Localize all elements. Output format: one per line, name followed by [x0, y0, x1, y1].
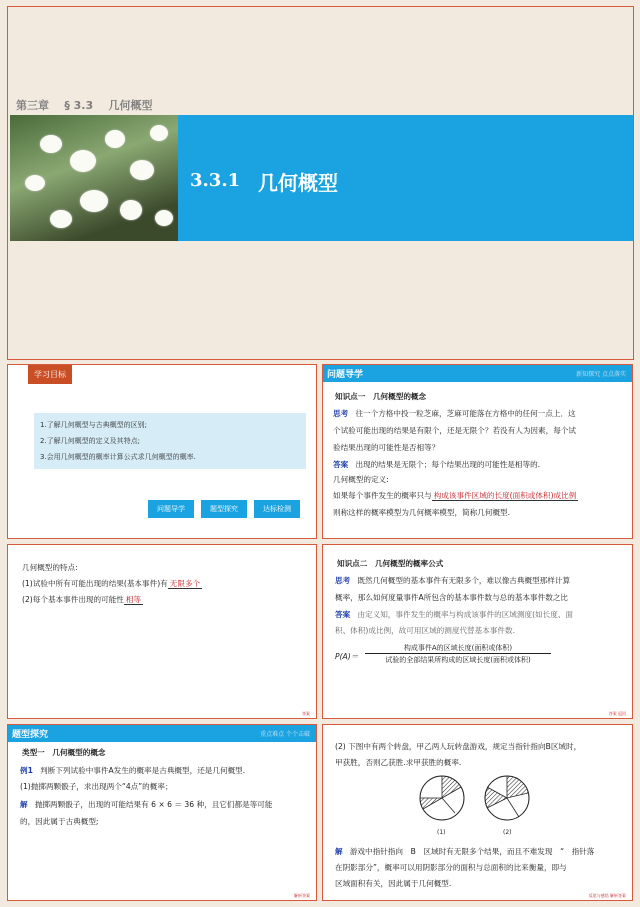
- goal-item: 3.会用几何概型的概率计算公式求几何概型的概率.: [40, 453, 196, 461]
- goals-tag: 学习目标: [28, 365, 72, 384]
- blank-answer: 相等: [125, 595, 142, 604]
- formula-denominator: 试验的全部结果所构成的区域长度(面积或体积): [385, 656, 531, 664]
- spinner-1-icon: [420, 776, 464, 820]
- nav-button-explore[interactable]: 题型探究: [201, 500, 247, 518]
- knowledge-point-title: 知识点一 几何概型的概念: [335, 392, 427, 401]
- chapter-breadcrumb: 第三章 § 3.3 几何概型: [16, 99, 153, 112]
- slide-concept: 问题导学 新知探究 点点落实 知识点一 几何概型的概念 思考 往一个方格中投一粒芝麻，芝麻可能落在方格中的任何一点上．这 个试验可能出现的结果是有限个，还是无限个？若没有人为因素，每个试 验结果出现的可能性是否相等？ 答案 出现的结果是无限个；每个结果出现的可能性是相等的. 几何概型的定义: 如果每个事件发生的概率只与 构成该事件区域的长度(面积或体积)成比例 则称这样的概率模型为几何概率模型，简称几何概型.: [322, 364, 633, 539]
- knowledge-point-title: 知识点二 几何概型的概率公式: [337, 559, 444, 568]
- spinner-2-icon: [484, 776, 529, 820]
- slide-features: 几何概型的特点: (1)试验中所有可能出现的结果(基本事件)有 无限多个 (2)每个基本事件出现的可能性 相等 答案: [7, 544, 317, 719]
- formula-numerator: 构成事件A的区域长度(面积或体积): [403, 644, 513, 652]
- spinner-figures: [415, 773, 535, 835]
- fraction-line: [365, 653, 551, 654]
- figure-label: (2): [503, 829, 512, 836]
- answer-link[interactable]: 答案: [302, 711, 310, 716]
- analysis-answer-link[interactable]: 解析答案: [294, 893, 310, 898]
- slide-example-spinner: (2) 下图中有两个转盘，甲乙两人玩转盘游戏，规定当指针指向B区域时， 甲获胜，否则乙获胜.求甲获胜的概率. (1) (2) 解 游戏中指针指向 B 区域时有无限多个结果，而且不难发现 “ 指针落 在阴影部分”，概率可以用阴影部分的面积与总面积的比来衡量，即与 区域面积有关，因此属于几何概型. 反思与感悟 解析答案: [322, 724, 633, 901]
- slide-formula: 知识点二 几何概型的概率公式 思考 既然几何概型的基本事件有无限多个，难以像古典概型那样计算 概率，那么如何度量事件A所包含的基本事件数与总的基本事件数之比 答案 由定义知，事件发生的概率与构成该事件的区域测度(如长度、面 积、体积)成比例，故可用区域的测度代替基本事件数. P(A)＝ 构成事件A的区域长度(面积或体积) 试验的全部结果所构成的区域长度(面积或体积) 答案 返回: [322, 544, 633, 719]
- blank-answer: 构成该事件区域的长度(面积或体积)成比例: [433, 491, 577, 500]
- goal-item: 1.了解几何概型与古典概型的区别;: [40, 421, 148, 429]
- blank-answer: 无限多个: [169, 579, 201, 588]
- slide-header: 题型探究 重点难点 个个击破: [8, 725, 316, 742]
- type-title: 类型一 几何概型的概念: [22, 748, 106, 757]
- goals-box: [34, 413, 306, 469]
- figure-label: (1): [437, 829, 446, 836]
- slide-title: [7, 6, 634, 360]
- goal-item: 2.了解几何概型的定义及其特点;: [40, 437, 141, 445]
- title-banner: [178, 115, 633, 241]
- nav-button-check[interactable]: 达标检测: [254, 500, 300, 518]
- slide-header: 问题导学 新知探究 点点落实: [323, 365, 632, 382]
- slide-learning-goals: [7, 364, 317, 539]
- slide-example: 题型探究 重点难点 个个击破 类型一 几何概型的概念 例1 判断下列试验中事件A发生的概率是古典概型，还是几何概型. (1)抛掷两颗骰子，求出现两个“4点”的概率； 解 抛掷两颗骰子，出现的可能结果有 6 × 6 ＝ 36 种，且它们都是等可能 的，因此属于古典概型; 解析答案: [7, 724, 317, 901]
- section-number: 3.3.1: [190, 170, 241, 191]
- reflection-answer-link[interactable]: 反思与感悟 解析答案: [588, 893, 626, 898]
- blossom-photo: [10, 115, 178, 241]
- page-title: 几何概型: [258, 171, 338, 195]
- nav-button-guide[interactable]: 问题导学: [148, 500, 194, 518]
- answer-return-link[interactable]: 答案 返回: [608, 711, 626, 716]
